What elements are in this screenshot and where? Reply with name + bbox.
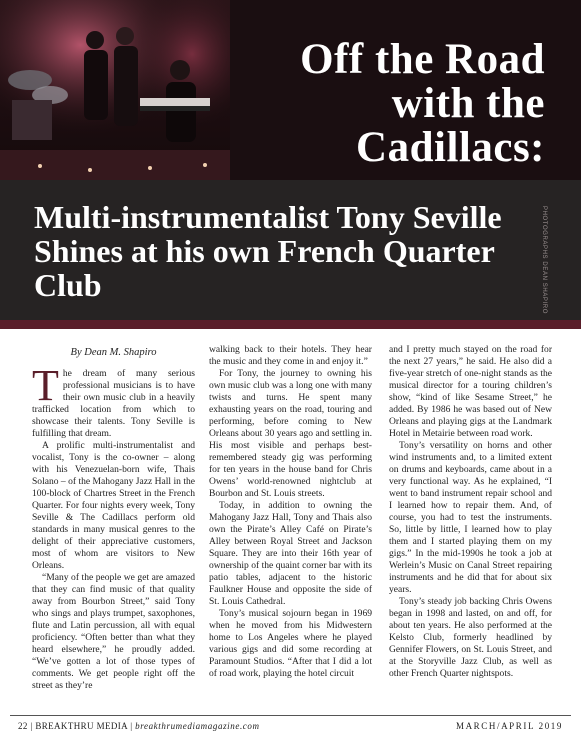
- footer-rule: [10, 715, 571, 716]
- paragraph: and I pretty much stayed on the road for the next 27 years,” he said. He also did a five-year stretch of one-night stands as the musical director for a touring children’s show, “kind of like Sesame Street,” he added. By 1986 he was based out of New Orleans and playing gigs at the Landmark Hotel in Metairie between road work.: [389, 344, 552, 439]
- paragraph: A prolific multi-instrumentalist and vocalist, Tony is the co-owner – along with his Venezuelan-born wife, Thais Solano – of the Mahogany Jazz Hall in the 100-block of Chartres Street in the French Quarter. For four nights every week, Tony Seville & The Cadillacs perform old standards in many musical genres to the delight of their appreciative customers, most of whom are visitors to New Orleans.: [32, 440, 195, 571]
- paragraph: walking back to their hotels. They hear the music and they come in and enjoy it.”: [209, 344, 372, 367]
- website: breakthrumediamagazine.com: [135, 721, 260, 731]
- paragraph: For Tony, the journey to owning his own music club was a long one with many twists and turns. He spent many exhausting years on the road, touring and performing, before coming to New Orleans about 30 years ago and settling in. His most visible and perhaps best-remembered steady gig was performing for ten years in the house band for Chris Owens’ world-renowned nightclub at Bourbon and St. Louis streets.: [209, 368, 372, 499]
- byline: By Dean M. Shapiro: [70, 347, 157, 358]
- page-number: 22: [18, 721, 28, 731]
- accent-stripe: [0, 320, 581, 329]
- paragraph: The dream of many serious professional musicians is to have their own music club in a heavily trafficked location from which to showcase their talents. Tony Seville is fulfilling that dream.: [32, 361, 195, 439]
- photo-credit: PHOTOGRAPHS DEAN SHAPIRO: [541, 206, 547, 314]
- header-photo: [0, 0, 581, 180]
- paragraph: Tony’s musical sojourn began in 1969 when he moved from his Midwestern home to Los Angeles where he played various gigs and did some recording at Paramount Studios. “After that I did a lot of road work, playing the hotel circuit: [209, 608, 372, 679]
- publication-name: BREAKTHRU MEDIA: [35, 721, 128, 731]
- issue-date: MARCH/APRIL 2019: [455, 721, 563, 731]
- article-title: Off the Road with the Cadillacs:: [300, 36, 545, 171]
- paragraph: Today, in addition to owning the Mahogany Jazz Hall, Tony and Thais also own the Pirate’s Alley Café on Pirate’s Alley between Royal Street and Jackson Square. They are into their 16th year of ownership of the quaint corner bar with its patio tables, adjacent to the historic Faulkner House and opposite the side of St. Louis Cathedral.: [209, 500, 372, 607]
- paragraph: “Many of the people we get are amazed that they can find music of that quality away from Bourbon Street,” said Tony who sings and plays trumpet, saxophones, flute and Latin percussion, all with equal proficiency. “Often better than what they heard elsewhere,” he proudly added. “We’ve gotten a lot of those types of comments. We get people right off the street as they’re: [32, 572, 195, 691]
- drop-cap: T: [32, 361, 59, 410]
- article-subtitle: Multi-instrumentalist Tony Seville Shines at his own French Quarter Club: [34, 199, 502, 303]
- paragraph: Tony’s steady job backing Chris Owens began in 1998 and lasted, on and off, for about ten years. He also performed at the Kelsto Club, formerly headlined by Gennifer Flowers, on St. Louis Street, and at the Storyville Jazz Club, as well as other French Quarter nightspots.: [389, 596, 552, 679]
- article-column-2: [209, 344, 372, 680]
- article-column-3: [389, 344, 552, 680]
- paragraph: Tony’s versatility on horns and other wind instruments and, to a limited extent on drums and keyboards, came about in a very functional way. As he explained, “I went to band instrument repair school and I learned how to repair them. And, of course, you had to test the instruments. So, little by little, I learned how to play them and I started playing them on my gigs.” In the mid-1990s he took a job at Werlein’s Music on Canal Street repairing instruments and he did that for about six years.: [389, 440, 552, 595]
- article-column-1: [32, 344, 195, 692]
- footer-left: 22 | BREAKTHRU MEDIA | breakthrumediamagazine.com: [18, 721, 260, 731]
